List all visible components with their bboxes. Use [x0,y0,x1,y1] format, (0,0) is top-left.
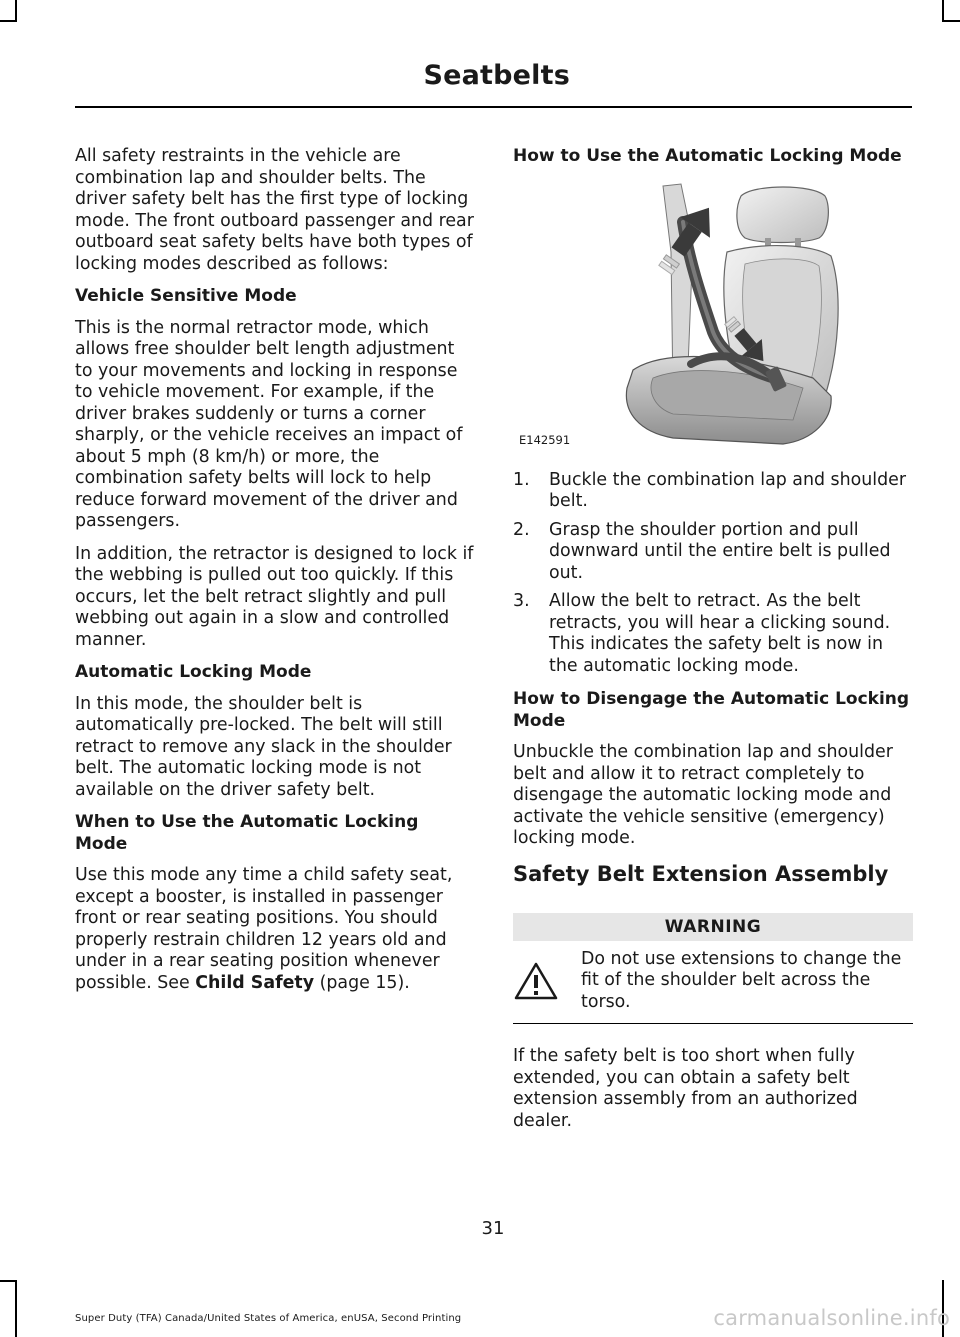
retractor-paragraph: In addition, the retractor is designed to lock if the webbing is pulled out too quickly. If this occurs, let the belt retract slightly and pull webbing out again in a slow and controlled manner. [75,543,474,650]
when-to-use-text: Use this mode any time a child safety seat, except a booster, is installed in passenger front or rear seating positions. You should properly restrain children 12 years old and under in a rear seating position whenever possible. See [75,865,453,993]
header-divider [75,106,912,108]
intro-paragraph: All safety restraints in the vehicle are combination lap and shoulder belts. The driver safety belt has the first type of locking mode. The front outboard passenger and rear outboard seat safety belts have both types of locking modes described as follows: [75,146,474,274]
page-reference: (page 15). [314,972,410,993]
how-to-use-heading: How to Use the Automatic Locking Mode [513,146,902,166]
step-number: 1. [513,469,530,490]
step-number: 3. [513,591,530,611]
list-item [513,591,913,677]
crop-mark-top-left [0,20,17,22]
warning-title: WARNING [513,913,913,941]
crop-mark-bottom-left [0,1280,17,1282]
seatbelt-illustration [513,182,905,454]
crop-mark-top-left [15,0,17,22]
when-to-use-paragraph [75,865,475,994]
figure-label: E142591 [519,433,571,447]
watermark: carmanualsonline.info [713,1306,950,1330]
when-to-use-heading: When to Use the Automatic Locking Mode [75,812,419,854]
list-item [513,520,913,585]
page-number: 31 [481,1218,505,1239]
automatic-locking-heading: Automatic Locking Mode [75,662,312,682]
crop-mark-top-right [942,20,960,22]
step-text: Grasp the shoulder portion and pull downward until the entire belt is pulled out. [549,519,891,583]
extension-heading: Safety Belt Extension Assembly [513,861,889,886]
crop-mark-top-right [942,0,944,22]
vehicle-sensitive-heading: Vehicle Sensitive Mode [75,286,297,306]
footer-printing: Super Duty (TFA) Canada/United States of America, enUSA, Second Printing [75,1313,462,1324]
warning-text: Do not use extensions to change the fit of the shoulder belt across the torso. [581,948,902,1012]
extension-paragraph: If the safety belt is too short when fully extended, you can obtain a safety belt extension assembly from an authorized dealer. [513,1046,858,1131]
right-column [513,146,913,1143]
step-number: 2. [513,519,530,540]
disengage-heading: How to Disengage the Automatic Locking Mode [513,689,910,731]
child-safety-link[interactable]: Child Safety [195,972,315,993]
vehicle-sensitive-paragraph: This is the normal retractor mode, which allows free shoulder belt length adjustment to your movements and locking in response to vehicle movement. For example, if the driver brakes suddenly or turns a corner sharply, or the vehicle receives an impact of about 5 mph (8 km/h) or more, the combination safety belts will lock to help reduce forward movement of the driver and passengers. [75,317,463,531]
page-title: Seatbelts [423,60,570,91]
warning-triangle-icon [513,949,569,1008]
steps-list [513,470,913,678]
step-text: Allow the belt to retract. As the belt retracts, you will hear a clicking sound. This indicates the safety belt is now in the automatic locking mode. [549,591,891,676]
list-item [513,470,913,513]
automatic-locking-paragraph: In this mode, the shoulder belt is automatically pre-locked. The belt will still retract to remove any slack in the shoulder belt. The automatic locking mode is not available on the driver safety belt. [75,693,452,800]
crop-mark-bottom-left [15,1280,17,1337]
seat-drawing [513,182,905,454]
warning-box [513,913,913,1025]
disengage-paragraph: Unbuckle the combination lap and shoulder belt and allow it to retract completely to disengage the automatic locking mode and activate the vehicle sensitive (emergency) locking mode. [513,742,893,848]
warning-body [513,949,913,1025]
step-text: Buckle the combination lap and shoulder belt. [549,469,907,511]
headrest [737,187,828,243]
left-column [75,146,475,1005]
